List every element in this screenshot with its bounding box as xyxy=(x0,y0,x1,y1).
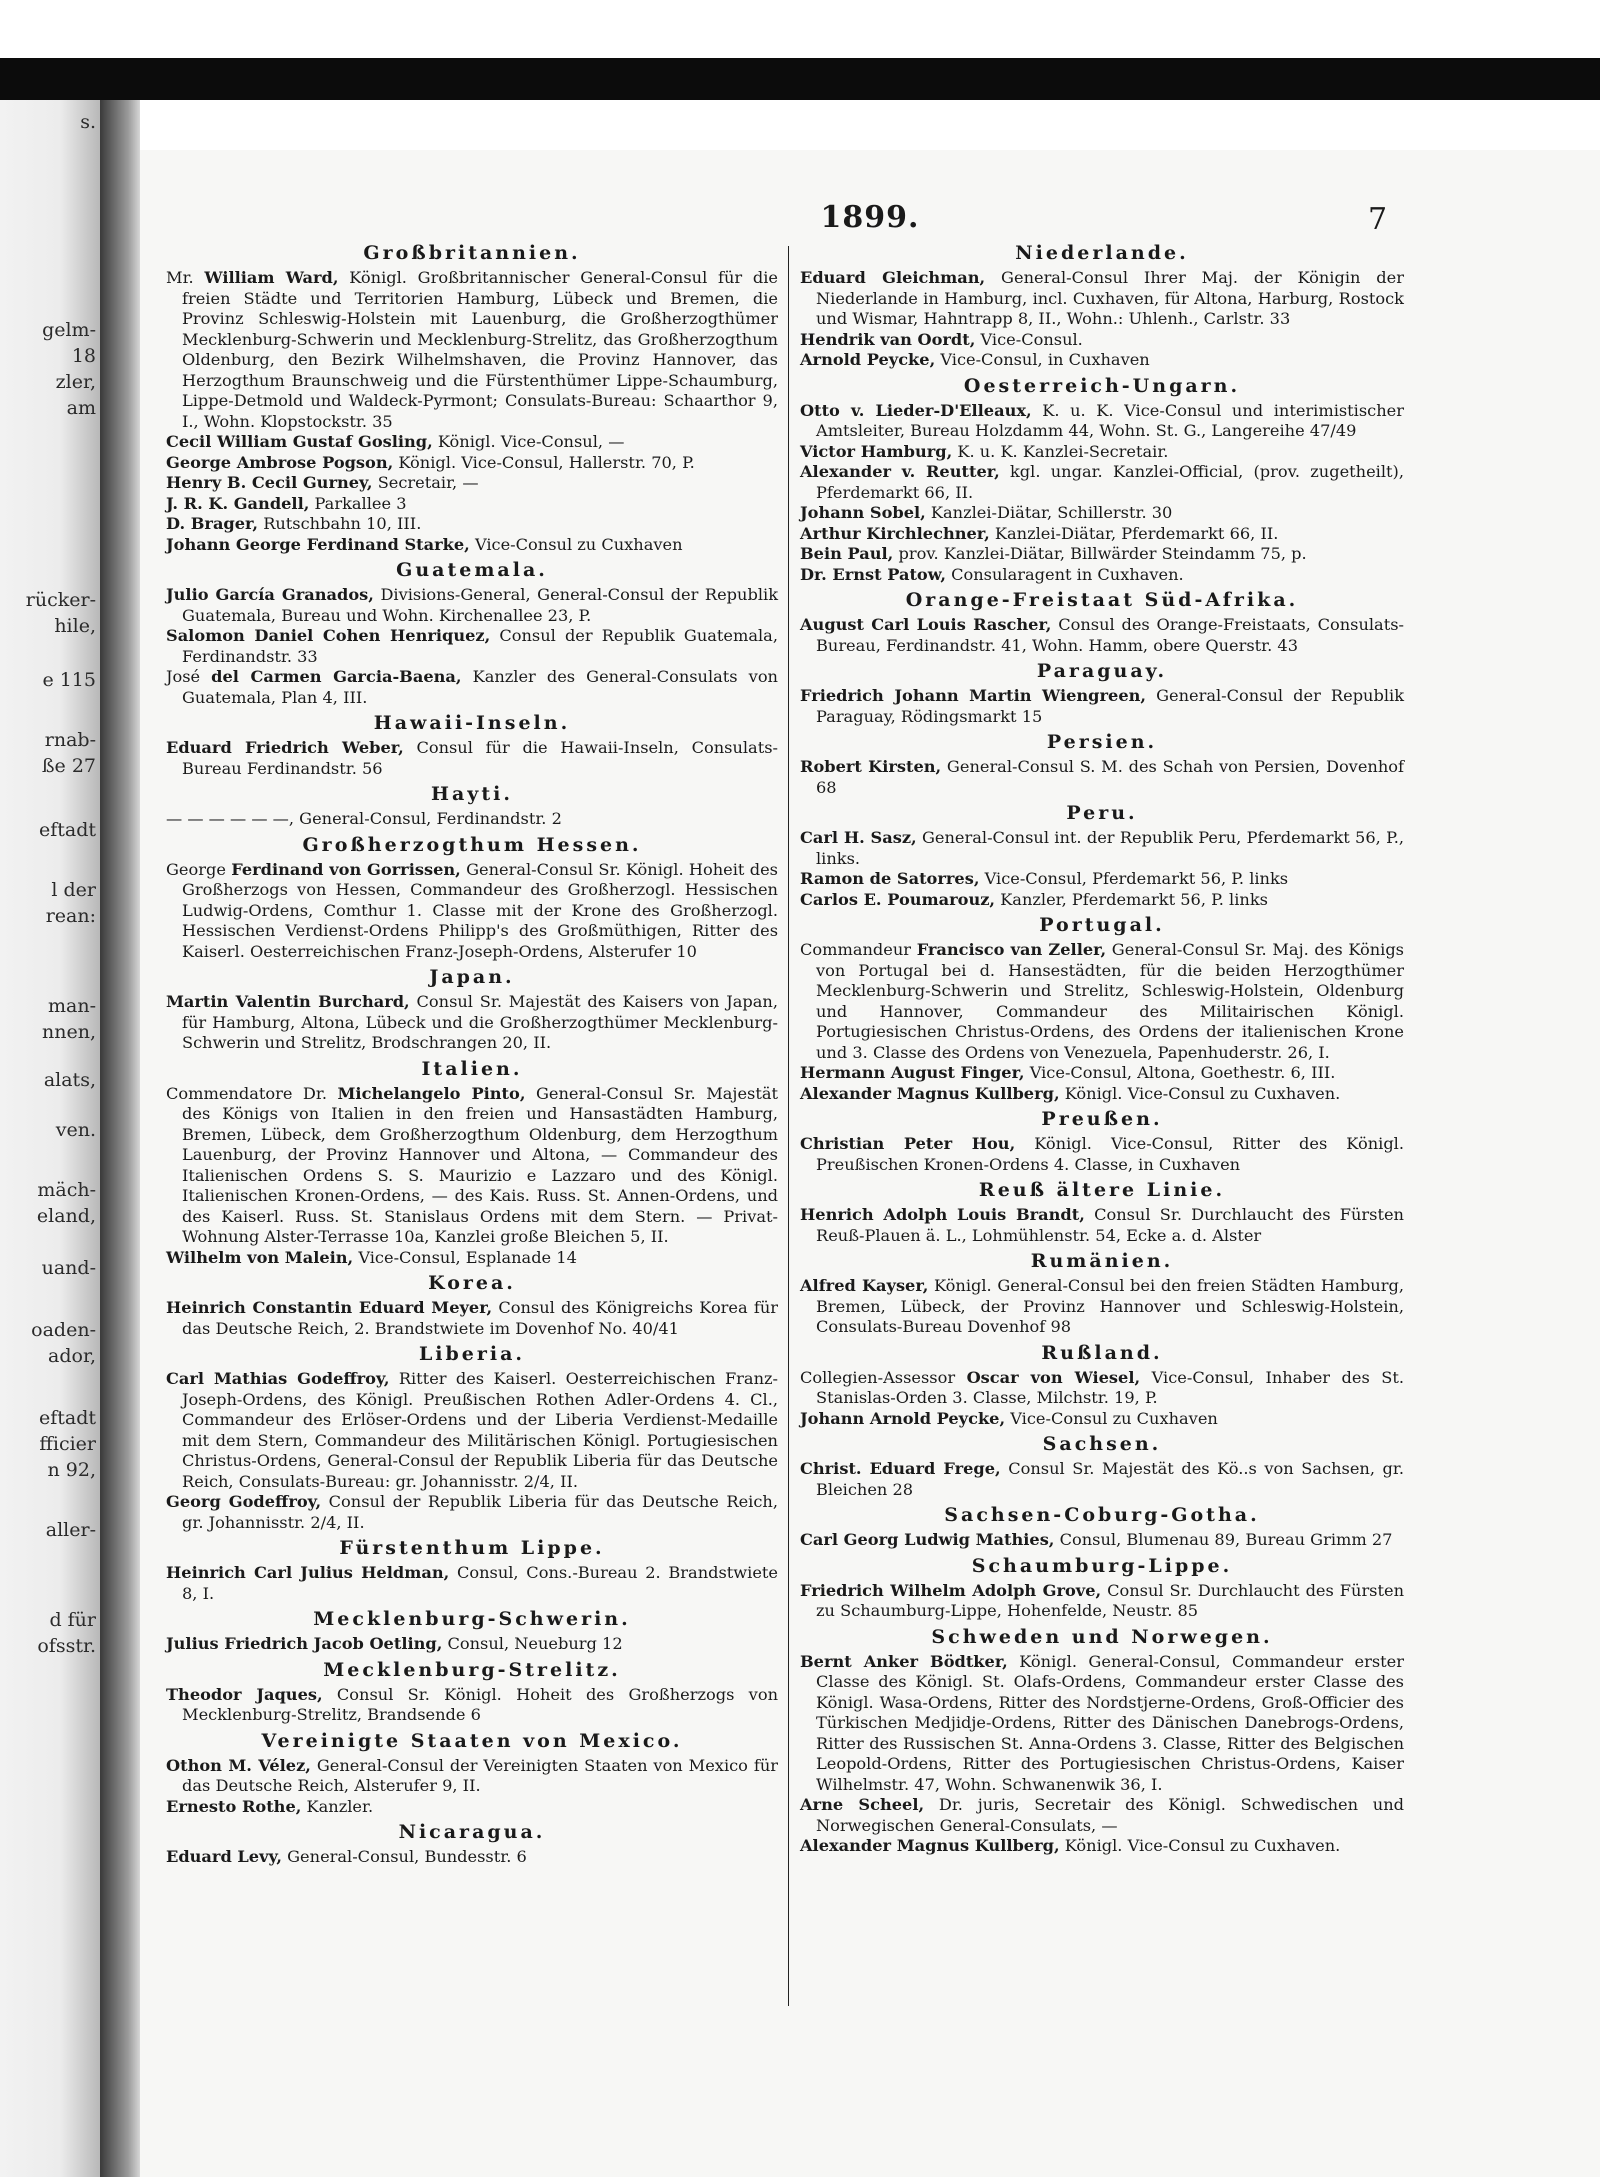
margin-fragment: eland, xyxy=(36,1205,96,1227)
margin-fragment: gelm- xyxy=(42,319,96,341)
margin-fragment: rücker- xyxy=(25,589,96,611)
entry-name: Henrich Adolph Louis Brandt, xyxy=(800,1205,1085,1224)
entry-name: Alexander Magnus Kullberg, xyxy=(800,1083,1060,1103)
margin-fragment: rnab- xyxy=(44,729,96,751)
entry-name: Alexander v. Reutter, xyxy=(800,462,1000,481)
section-title: Preußen. xyxy=(1041,1108,1163,1130)
section-title: Italien. xyxy=(421,1057,523,1080)
entry-details: Kanzlei-Diätar, Schillerstr. 30 xyxy=(925,503,1173,522)
directory-entry xyxy=(166,1248,778,1269)
section-title: Großherzogthum Hessen. xyxy=(302,833,642,856)
entry-details: General-Consul der Republik Paraguay, Rödingsmarkt 15 xyxy=(816,686,1405,726)
section-title: Sachsen. xyxy=(1042,1433,1162,1455)
entry-name: Othon M. Vélez, xyxy=(166,1755,311,1775)
entry-name: Victor Hamburg, xyxy=(800,441,953,461)
entry-details: Vice-Consul, Altona, Goethestr. 6, III. xyxy=(1024,1063,1336,1082)
directory-entry xyxy=(166,1847,778,1868)
entry-details: prov. Kanzlei-Diätar, Billwärder Steindamm 75, p. xyxy=(893,544,1307,563)
directory-entry xyxy=(800,565,1404,586)
entry-name: George Ambrose Pogson, xyxy=(166,452,394,472)
entry-name: Georg Godeffroy, xyxy=(166,1492,322,1511)
directory-entry xyxy=(800,757,1404,798)
directory-entry xyxy=(166,809,778,830)
entry-details: kgl. ungar. Kanzlei-Official, (prov. zugetheilt), Pferdemarkt 66, II. xyxy=(816,462,1404,502)
entry-prefix: Mr. xyxy=(166,268,205,287)
section-title: Peru. xyxy=(1066,802,1138,824)
entry-name: Arnold Peycke, xyxy=(800,350,936,369)
entry-prefix: Collegien-Assessor xyxy=(800,1367,967,1387)
entry-name: Henry B. Cecil Gurney, xyxy=(166,473,373,492)
entry-details: Königl. Vice-Consul zu Cuxhaven. xyxy=(1059,1083,1341,1103)
entry-prefix: George xyxy=(166,859,232,879)
margin-fragment: s. xyxy=(80,111,96,133)
margin-fragment: 18 xyxy=(71,345,96,367)
entry-details: Parkallee 3 xyxy=(309,493,407,513)
entry-name: Dr. Ernst Patow, xyxy=(800,564,946,584)
entry-name: Robert Kirsten, xyxy=(800,757,942,776)
entry-details: General-Consul, Ferdinandstr. 2 xyxy=(299,809,562,828)
margin-fragment: d für xyxy=(49,1609,96,1631)
entry-details: Vice-Consul, Pferdemarkt 56, P. links xyxy=(979,869,1289,888)
entry-details: Secretair, — xyxy=(372,473,479,492)
entry-details: Consul Sr. Majestät des Kaisers von Japan, für Hamburg, Altona, Lübeck und die Großherzogthümer Mecklenburg-Schwerin und Strelitz, Brodschrangen 20, II. xyxy=(182,992,778,1052)
directory-entry xyxy=(166,1369,778,1492)
entry-details: Divisions-General, General-Consul der Republik Guatemala, Bureau und Wohn. Kirchenallee 23, P. xyxy=(182,585,778,625)
entry-name: Theodor Jaques, xyxy=(166,1684,323,1704)
entry-details: Rutschbahn 10, III. xyxy=(258,514,422,533)
entry-details: Consularagent in Cuxhaven. xyxy=(945,564,1184,584)
directory-entry xyxy=(800,1795,1404,1836)
entry-details: Consul des Orange-Freistaats, Consulats-Bureau, Ferdinandstr. 41, Wohn. Hamm, obere Querstr. 43 xyxy=(816,615,1404,655)
directory-entry xyxy=(800,940,1404,1063)
entry-name: Johann Sobel, xyxy=(800,503,926,522)
section-title: Orange-Freistaat Süd-Afrika. xyxy=(905,589,1299,611)
directory-entry xyxy=(800,1205,1404,1246)
margin-fragment: am xyxy=(66,397,96,419)
entry-name: William Ward, xyxy=(204,268,339,287)
column-divider xyxy=(788,246,789,2006)
entry-name: Christian Peter Hou, xyxy=(800,1134,1016,1153)
margin-fragment: eftadt xyxy=(38,819,96,841)
directory-entry xyxy=(166,1634,778,1655)
directory-entry xyxy=(166,992,778,1054)
entry-details: Kanzler, Pferdemarkt 56, P. links xyxy=(995,889,1268,909)
entry-details: Kanzler des General-Consulats von Guatemala, Plan 4, III. xyxy=(182,667,778,707)
entry-name: Carl Mathias Godeffroy, xyxy=(166,1369,390,1388)
directory-entry xyxy=(800,1084,1404,1105)
section-title: Vereinigte Staaten von Mexico. xyxy=(261,1729,683,1752)
entry-details: Königl. Vice-Consul, — xyxy=(432,432,625,451)
entry-details: Consul für die Hawaii-Inseln, Consulats-Bureau Ferdinandstr. 56 xyxy=(182,738,778,778)
margin-fragment: uand- xyxy=(41,1257,96,1279)
directory-entry xyxy=(800,890,1404,911)
entry-details: Vice-Consul zu Cuxhaven xyxy=(469,534,683,554)
directory-entry xyxy=(800,615,1404,656)
section-title: Schaumburg-Lippe. xyxy=(971,1554,1233,1577)
directory-entry xyxy=(166,1084,778,1248)
directory-entry xyxy=(800,524,1404,545)
right-column xyxy=(800,238,1404,1857)
entry-details: Vice-Consul, Esplanade 14 xyxy=(353,1247,577,1267)
entry-details: General-Consul, Bundesstr. 6 xyxy=(281,1847,527,1866)
margin-fragment: nnen, xyxy=(42,1021,96,1043)
margin-fragment: eftadt xyxy=(38,1407,96,1429)
entry-prefix: Commendatore Dr. xyxy=(166,1083,338,1103)
margin-fragment: aller- xyxy=(45,1519,96,1541)
entry-details: Königl. Vice-Consul, Hallerstr. 70, P. xyxy=(393,452,695,472)
margin-fragment: ße 27 xyxy=(41,755,96,777)
directory-entry xyxy=(166,1797,778,1818)
entry-name: Michelangelo Pinto, xyxy=(337,1083,526,1103)
entry-name: Martin Valentin Burchard, xyxy=(166,992,410,1011)
section-title: Großbritannien. xyxy=(363,242,581,264)
entry-details: K. u. K. Vice-Consul und interimistischer Amtsleiter, Bureau Holzdamm 44, Wohn. St. G., Langereihe 47/49 xyxy=(816,400,1404,440)
entry-name: Wilhelm von Malein, xyxy=(166,1247,354,1267)
entry-details: Kanzler. xyxy=(301,1796,374,1816)
directory-entry xyxy=(800,686,1404,727)
margin-fragment: rean: xyxy=(45,905,96,927)
entry-details: Ritter des Kaiserl. Oesterreichischen Franz-Joseph-Ordens, des Königl. Preußischen Rothen Adler-Ordens 4. Cl., Commandeur des Erlöser-Ordens und der Liberia Verdienst-Medaille mit dem Stern, Commandeur des Militärischen Königl. Portugiesischen Christus-Ordens, General-Consul der Republik Liberia für das Deutsche Reich, Consulats-Bureau: gr. Johannisstr. 2/4, II. xyxy=(182,1369,778,1491)
entry-details: Consul der Republik Guatemala, Ferdinandstr. 33 xyxy=(182,626,778,666)
directory-entry xyxy=(166,1298,778,1339)
entry-details: Consul, Neueburg 12 xyxy=(442,1634,623,1653)
directory-entry xyxy=(800,268,1404,330)
entry-details: General-Consul Sr. Königl. Hoheit des Großherzogs von Hessen, Commandeur des Großherzogl. Hessischen Ludwig-Ordens, Comthur 1. Classe mit der Krone des Großherzogl. Hessischen Verdienst-Ordens Philipp's des Großmüthigen, Ritter des Kaiserl. Oesterreichischen Franz-Joseph-Ordens, Alsterufer 10 xyxy=(182,859,778,961)
entry-name: Heinrich Carl Julius Heldman, xyxy=(166,1563,450,1582)
entry-details: Königl. Großbritannischer General-Consul für die freien Städte und Territorien Hamburg, Lübeck und Bremen, die Provinz Schleswig-Holstein mit Lauenburg, die Großherzogthümer Mecklenburg-Schwerin und Mecklenburg-Strelitz, das Großherzogthum Oldenburg, den Bezirk Wilhelmshaven, die Provinz Hannover, das Herzogthum Braunschweig und die Fürstenthümer Lippe-Schaumburg, Lippe-Detmold und Waldeck-Pyrmont; Consulats-Bureau: Schaarthor 9, I., Wohn. Klopstockstr. 35 xyxy=(182,268,778,431)
entry-details: Consul Sr. Königl. Hoheit des Großherzogs von Mecklenburg-Strelitz, Brandsende 6 xyxy=(182,1684,778,1724)
margin-fragment: ador, xyxy=(48,1345,96,1367)
entry-name: Julius Friedrich Jacob Oetling, xyxy=(166,1634,443,1653)
entry-name: Alfred Kayser, xyxy=(800,1276,929,1295)
entry-details: K. u. K. Kanzlei-Secretair. xyxy=(952,441,1169,461)
directory-entry xyxy=(800,330,1404,351)
directory-entry xyxy=(166,860,778,963)
margin-fragment: l der xyxy=(51,879,96,901)
section-title: Nicaragua. xyxy=(398,1821,546,1843)
section-title: Fürstenthum Lippe. xyxy=(339,1537,605,1559)
entry-details: Königl. General-Consul bei den freien Städten Hamburg, Bremen, Lübeck, der Provinz Hannover und Schleswig-Holstein, Consulats-Bureau Dovenhof 98 xyxy=(816,1276,1404,1336)
directory-entry xyxy=(800,401,1404,442)
margin-fragment: ofsstr. xyxy=(37,1635,96,1657)
directory-entry xyxy=(800,1134,1404,1175)
entry-name: Johann Arnold Peycke, xyxy=(800,1408,1006,1428)
entry-details: Königl. Vice-Consul, Ritter des Königl. Preußischen Kronen-Ordens 4. Classe, in Cuxhaven xyxy=(816,1134,1405,1174)
entry-details: Consul, Cons.-Bureau 2. Brandstwiete 8, I. xyxy=(182,1563,778,1603)
entry-name: Bein Paul, xyxy=(800,544,894,563)
entry-details: General-Consul Sr. Majestät des Königs von Italien in den freien und Hansastädten Hamburg, Bremen, Lübeck, dem Großherzogthum Oldenburg, dem Herzogthum Lauenburg, der Provinz Hannover und Altona, — Commandeur des Italienischen Ordens S. S. Maurizio e Lazzaro und des Königl. Italienischen Kronen-Ordens, — des Kais. Russ. St. Annen-Ordens, und des Kaiserl. Russ. St. Stanislaus Ordens mit dem Stern. — Privat-Wohnung Alster-Terrasse 10a, Kanzlei große Bleichen 5, II. xyxy=(182,1083,778,1246)
entry-name: Hermann August Finger, xyxy=(800,1063,1025,1082)
section-title: Schweden und Norwegen. xyxy=(931,1625,1273,1648)
entry-details: Königl. General-Consul, Commandeur erster Classe des Königl. St. Olafs-Ordens, Commandeur erster Classe des Königl. Wasa-Ordens, Ritter des Nordstjerne-Ordens, Groß-Officier des Türkischen Medjidje-Ordens, Ritter des Dänischen Danebrogs-Ordens, Ritter des Russischen St. Anna-Ordens 3. Classe, Ritter des Belgischen Leopold-Ordens, Ritter des Portugiesischen Christus-Ordens, Kaiser Wilhelmstr. 47, Wohn. Schwanenwik 36, I. xyxy=(816,1651,1404,1794)
entry-prefix: José xyxy=(166,667,212,686)
section-title: Korea. xyxy=(428,1272,516,1294)
entry-name: Oscar von Wiesel, xyxy=(966,1367,1141,1387)
entry-name: Salomon Daniel Cohen Henriquez, xyxy=(166,626,491,645)
section-title: Persien. xyxy=(1046,731,1158,753)
entry-details: Vice-Consul, Inhaber des St. Stanislas-Orden 3. Classe, Milchstr. 19, P. xyxy=(816,1367,1404,1407)
entry-name: Eduard Gleichman, xyxy=(800,268,986,287)
directory-entry xyxy=(800,828,1404,869)
entry-prefix: Commandeur xyxy=(800,940,917,959)
directory-entry xyxy=(800,503,1404,524)
section-title: Sachsen-Coburg-Gotha. xyxy=(944,1504,1260,1526)
entry-name: Cecil William Gustaf Gosling, xyxy=(166,432,433,451)
entry-name: Bernt Anker Bödtker, xyxy=(800,1651,1008,1671)
entry-details: General-Consul S. M. des Schah von Persien, Dovenhof 68 xyxy=(816,757,1404,797)
entry-name: Francisco van Zeller, xyxy=(916,940,1107,959)
entry-name: Carl Georg Ludwig Mathies, xyxy=(800,1530,1055,1549)
entry-name: Carlos E. Poumarouz, xyxy=(800,889,996,909)
directory-entry xyxy=(800,1652,1404,1796)
margin-fragment: alats, xyxy=(43,1069,96,1091)
entry-name: Ramon de Satorres, xyxy=(800,869,980,888)
directory-entry xyxy=(166,1563,778,1604)
section-title: Portugal. xyxy=(1039,914,1165,936)
section-title: Rumänien. xyxy=(1030,1250,1174,1272)
entry-details: General-Consul der Vereinigten Staaten von Mexico für das Deutsche Reich, Alsterufer 9, II. xyxy=(182,1755,779,1795)
directory-entry xyxy=(800,1409,1404,1430)
margin-fragment: e 115 xyxy=(42,669,96,691)
entry-details: Vice-Consul zu Cuxhaven xyxy=(1005,1408,1218,1428)
entry-name: Johann George Ferdinand Starke, xyxy=(166,534,470,554)
entry-details: Consul der Republik Liberia für das Deutsche Reich, gr. Johannisstr. 2/4, II. xyxy=(182,1492,778,1532)
margin-fragment: ven. xyxy=(55,1119,96,1141)
section-title: Hayti. xyxy=(431,783,513,805)
section-title: Niederlande. xyxy=(1015,242,1189,264)
entry-name: Julio García Granados, xyxy=(166,585,374,604)
directory-entry xyxy=(166,268,778,432)
margin-fragment: fficier xyxy=(39,1433,96,1455)
section-title: Guatemala. xyxy=(396,559,548,581)
directory-entry xyxy=(166,514,778,535)
directory-entry xyxy=(166,1492,778,1533)
entry-details: Consul, Blumenau 89, Bureau Grimm 27 xyxy=(1054,1530,1393,1549)
entry-name: D. Brager, xyxy=(166,514,259,533)
entry-details: Vice-Consul, in Cuxhaven xyxy=(935,350,1150,369)
directory-entry xyxy=(166,738,778,779)
directory-entry xyxy=(166,473,778,494)
directory-entry xyxy=(800,544,1404,565)
entry-name: Christ. Eduard Frege, xyxy=(800,1459,1001,1478)
margin-fragment: oaden- xyxy=(31,1319,96,1341)
margin-fragment: mäch- xyxy=(37,1179,96,1201)
entry-prefix: — — — — — —, xyxy=(166,809,300,828)
entry-name: J. R. K. Gandell, xyxy=(166,493,310,513)
section-title: Rußland. xyxy=(1041,1341,1163,1364)
directory-entry xyxy=(166,1756,778,1797)
section-title: Japan. xyxy=(429,966,515,988)
entry-name: August Carl Louis Rascher, xyxy=(800,615,1052,634)
margin-fragment: zler, xyxy=(55,371,96,393)
entry-name: Arne Scheel, xyxy=(800,1795,925,1814)
section-title: Hawaii-Inseln. xyxy=(373,712,571,734)
directory-entry xyxy=(166,1685,778,1726)
directory-entry xyxy=(800,1836,1404,1857)
entry-name: del Carmen Garcia-Baena, xyxy=(211,667,462,686)
entry-name: Friedrich Johann Martin Wiengreen, xyxy=(800,686,1147,705)
entry-details: Consul des Königreichs Korea für das Deutsche Reich, 2. Brandstwiete im Dovenhof No. 40/41 xyxy=(182,1298,778,1338)
scanner-edge-bar xyxy=(0,58,1600,100)
entry-details: Consul Sr. Durchlaucht des Fürsten Reuß-Plauen ä. L., Lohmühlenstr. 54, Ecke a. d. Alster xyxy=(816,1205,1404,1245)
entry-name: Carl H. Sasz, xyxy=(800,828,917,847)
page-year: 1899. xyxy=(820,200,920,235)
directory-entry xyxy=(166,494,778,515)
entry-details: Vice-Consul. xyxy=(975,329,1083,349)
margin-fragment: hile, xyxy=(54,615,96,637)
directory-entry xyxy=(800,869,1404,890)
left-page-margin-strip xyxy=(0,100,100,2177)
directory-entry xyxy=(166,667,778,708)
entry-name: Ernesto Rothe, xyxy=(166,1796,302,1816)
entry-details: Königl. Vice-Consul zu Cuxhaven. xyxy=(1059,1836,1341,1855)
entry-details: Consul Sr. Majestät des Kö..s von Sachsen, gr. Bleichen 28 xyxy=(816,1459,1404,1499)
book-gutter xyxy=(100,100,140,2177)
directory-entry xyxy=(800,462,1404,503)
section-title: Mecklenburg-Schwerin. xyxy=(313,1608,631,1630)
directory-entry xyxy=(800,1530,1404,1551)
directory-entry xyxy=(800,1063,1404,1084)
entry-name: Eduard Levy, xyxy=(166,1847,282,1866)
page xyxy=(140,150,1600,2177)
directory-entry xyxy=(800,1368,1404,1409)
directory-entry xyxy=(800,1459,1404,1500)
section-title: Reuß ältere Linie. xyxy=(978,1179,1226,1201)
section-title: Liberia. xyxy=(418,1343,526,1365)
directory-entry xyxy=(166,585,778,626)
page-number: 7 xyxy=(1368,202,1388,237)
left-column xyxy=(166,238,778,1868)
entry-name: Heinrich Constantin Eduard Meyer, xyxy=(166,1298,493,1317)
directory-entry xyxy=(166,453,778,474)
entry-name: Hendrik van Oordt, xyxy=(800,329,976,349)
margin-fragment: man- xyxy=(47,995,96,1017)
section-title: Mecklenburg-Strelitz. xyxy=(323,1658,621,1681)
entry-name: Otto v. Lieder-D'Elleaux, xyxy=(800,400,1032,420)
directory-entry xyxy=(166,535,778,556)
entry-details: Kanzlei-Diätar, Pferdemarkt 66, II. xyxy=(989,523,1279,543)
margin-fragment: n 92, xyxy=(47,1459,96,1481)
entry-name: Alexander Magnus Kullberg, xyxy=(800,1836,1060,1855)
section-title: Paraguay. xyxy=(1036,660,1168,682)
directory-entry xyxy=(800,1276,1404,1338)
entry-name: Arthur Kirchlechner, xyxy=(800,523,990,543)
section-title: Oesterreich-Ungarn. xyxy=(963,374,1241,397)
directory-entry xyxy=(800,442,1404,463)
entry-details: Consul Sr. Durchlaucht des Fürsten zu Schaumburg-Lippe, Hohenfelde, Neustr. 85 xyxy=(816,1580,1405,1620)
entry-name: Eduard Friedrich Weber, xyxy=(166,738,404,757)
entry-name: Friedrich Wilhelm Adolph Grove, xyxy=(800,1580,1102,1600)
entry-details: Dr. juris, Secretair des Königl. Schwedischen und Norwegischen General-Consulats, — xyxy=(816,1795,1404,1835)
entry-details: General-Consul Ihrer Maj. der Königin der Niederlande in Hamburg, incl. Cuxhaven, für Altona, Harburg, Rostock und Wismar, Hahntrapp 8, II., Wohn.: Uhlenh., Carlstr. 33 xyxy=(816,268,1404,328)
directory-entry xyxy=(800,1581,1404,1622)
entry-details: General-Consul Sr. Maj. des Königs von Portugal bei d. Hansestädten, für die beiden Herzogthümer Mecklenburg-Schwerin und Strelitz, Schleswig-Holstein, Oldenburg und Hannover, Commandeur des Militairischen Königl. Portugiesischen Christus-Ordens, des Ordens der italienischen Krone und 3. Classe des Ordens von Venezuela, Papenhuderstr. 26, I. xyxy=(816,940,1404,1062)
directory-entry xyxy=(800,350,1404,371)
directory-entry xyxy=(166,626,778,667)
entry-name: Ferdinand von Gorrissen, xyxy=(231,859,461,879)
directory-entry xyxy=(166,432,778,453)
entry-details: General-Consul int. der Republik Peru, Pferdemarkt 56, P., links. xyxy=(816,828,1405,868)
